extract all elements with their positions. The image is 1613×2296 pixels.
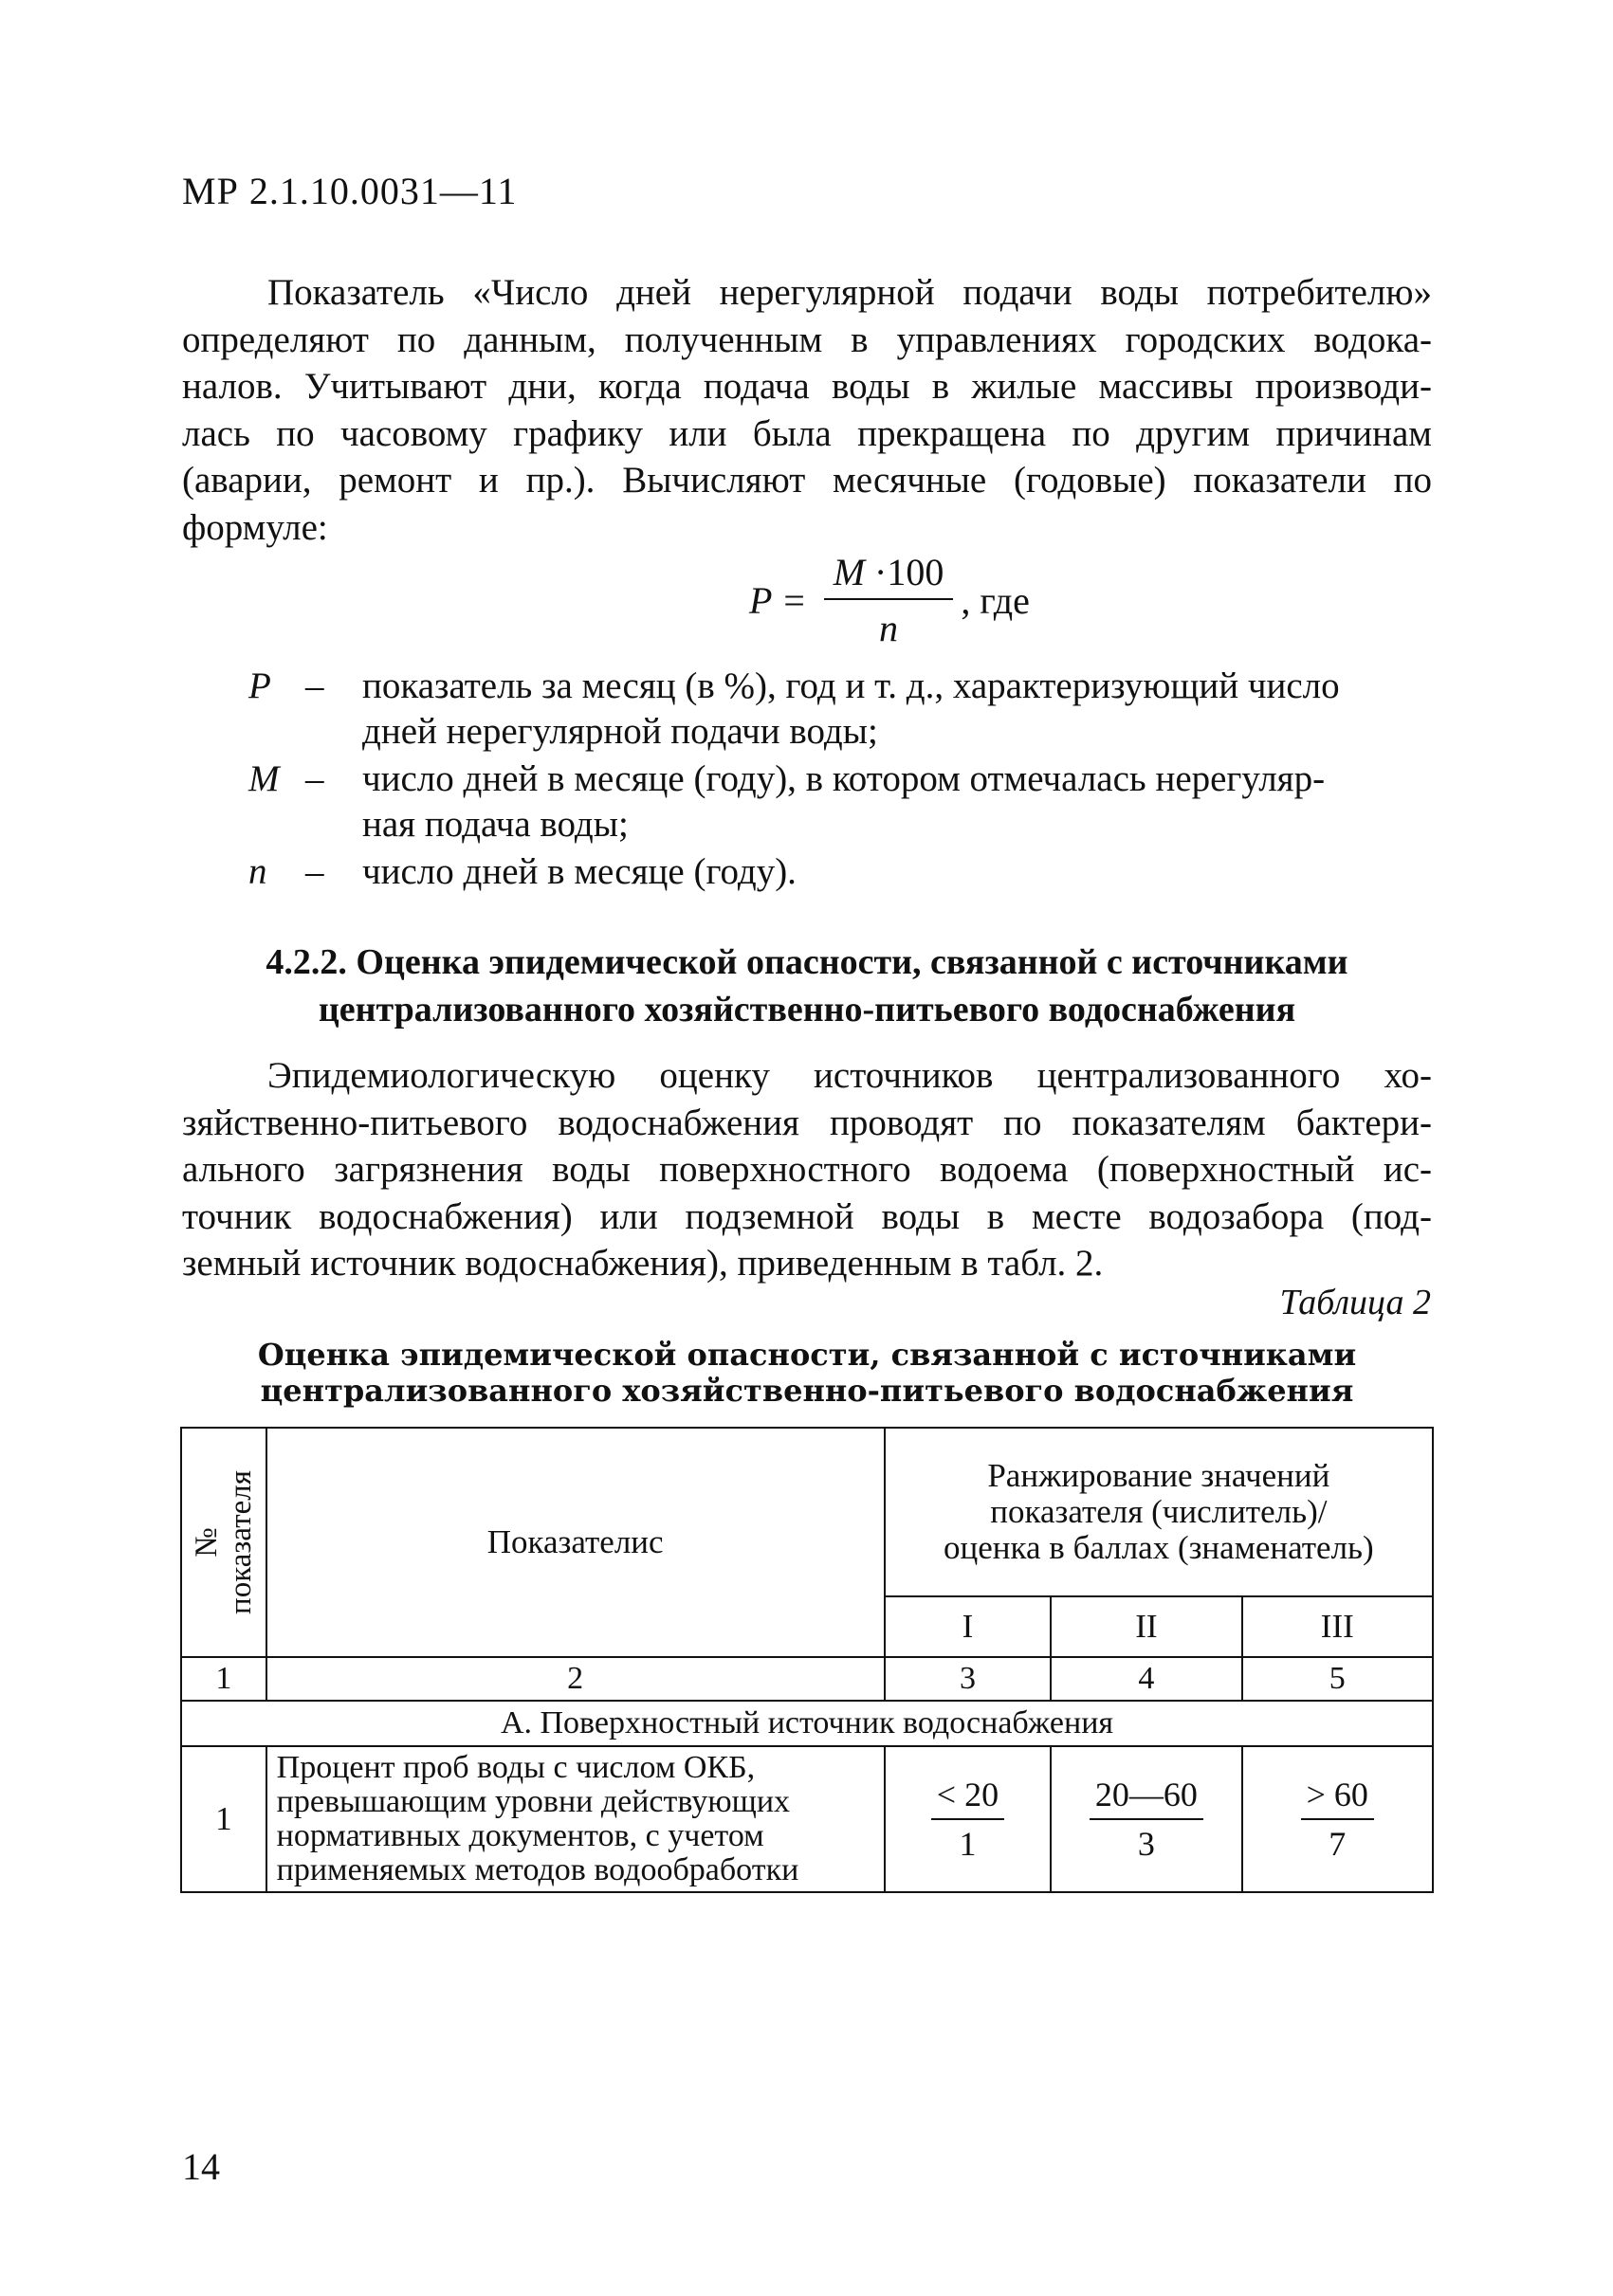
definition-symbol: n [248, 851, 267, 892]
formula-suffix: , где [961, 578, 1030, 622]
definition-item [248, 756, 1434, 847]
paragraph-line: точник водоснабжения) или подземной воды в месте водозабора (под- [182, 1195, 1432, 1237]
rank-fraction [1301, 1775, 1374, 1864]
paragraph-line: определяют по данным, полученным в управлениях городских водока- [182, 319, 1432, 360]
rank-score: 1 [959, 1825, 977, 1863]
paragraph-line: налов. Учитывают дни, когда подача воды в жилые массивы производи- [182, 366, 1432, 407]
definition-dash: – [305, 665, 324, 706]
formula-numerator [824, 550, 954, 600]
formula [749, 550, 1030, 650]
header-indicator: Показателис [266, 1428, 885, 1657]
definition-text [362, 664, 1434, 755]
paragraph-line: лась по часовому графику или была прекращена по другим причинам [182, 412, 1432, 454]
header-ranking-line: показателя (числитель)/ [990, 1492, 1328, 1530]
assessment-table [180, 1427, 1434, 1893]
paragraph-epidemiological-assessment [182, 1052, 1432, 1287]
paragraph-line: формуле: [182, 506, 328, 548]
column-number: 4 [1051, 1657, 1241, 1701]
paragraph-line: Эпидемиологическую оценку источников централизованного хо- [267, 1055, 1432, 1096]
formula-numerator-var: M [833, 551, 866, 593]
table-title [182, 1337, 1432, 1409]
row-number: 1 [181, 1746, 266, 1892]
header-level: I [885, 1596, 1051, 1657]
definition-text [362, 849, 1434, 895]
row-level-iii [1242, 1746, 1433, 1892]
definition-line: показатель за месяц (в %), год и т. д., характеризующий число [362, 665, 1340, 706]
row-indicator-line: Процент проб воды с числом ОКБ, [276, 1750, 756, 1785]
header-number-sign: № [189, 1527, 224, 1558]
header-indicator-number-text [190, 1470, 258, 1614]
rank-value: 20—60 [1090, 1775, 1203, 1820]
column-number: 5 [1242, 1657, 1433, 1701]
table-header-row [181, 1428, 1433, 1596]
rank-score: 7 [1329, 1825, 1347, 1863]
paragraph-line: зяйственно-питьевого водоснабжения проводят по показателям бактери- [182, 1102, 1432, 1143]
definition-item [248, 664, 1434, 755]
column-number: 2 [266, 1657, 885, 1701]
definition-text [362, 756, 1434, 847]
section-heading-line: централизованного хозяйственно-питьевого водоснабжения [318, 990, 1296, 1030]
paragraph-water-supply [182, 269, 1432, 551]
row-indicator [266, 1746, 885, 1892]
definition-dash: – [305, 758, 324, 799]
document-code: МР 2.1.10.0031—11 [182, 170, 518, 212]
definition-dash: – [305, 851, 324, 892]
paragraph-line: ального загрязнения воды поверхностного водоема (поверхностный ис- [182, 1149, 1432, 1190]
rank-fraction [1090, 1775, 1203, 1864]
header-level: II [1051, 1596, 1241, 1657]
table-row [181, 1746, 1433, 1892]
definition-line: число дней в месяце (году), в котором отмечалась нерегуляр- [362, 758, 1326, 799]
row-level-ii [1051, 1746, 1241, 1892]
row-indicator-line: нормативных документов, с учетом [276, 1818, 764, 1853]
header-level: III [1242, 1596, 1433, 1657]
definition-symbol: M [248, 758, 280, 799]
paragraph-line: (аварии, ремонт и пр.). Вычисляют месячные (годовые) показатели по [182, 460, 1432, 501]
section-surface-source: А. Поверхностный источник водоснабжения [181, 1701, 1433, 1746]
definition-item [248, 849, 1434, 895]
header-number-word: показателя [223, 1470, 258, 1614]
page-number: 14 [182, 2145, 220, 2188]
section-heading [182, 938, 1432, 1033]
table-section-row [181, 1701, 1433, 1746]
column-number: 1 [181, 1657, 266, 1701]
paragraph-line: земный источник водоснабжения), приведенным в табл. 2. [182, 1243, 1104, 1284]
formula-lhs: P = [749, 578, 807, 622]
rank-score: 3 [1137, 1825, 1155, 1863]
definition-line: дней нерегулярной подачи воды; [362, 711, 878, 752]
header-ranking-line: Ранжирование значений [987, 1456, 1330, 1494]
row-indicator-line: применяемых методов водообработки [276, 1852, 799, 1887]
row-level-i [885, 1746, 1051, 1892]
rank-value: > 60 [1301, 1775, 1374, 1820]
paragraph-line: Показатель «Число дней нерегулярной подачи воды потребителю» [267, 272, 1432, 313]
table-title-line: централизованного хозяйственно-питьевого водоснабжения [260, 1373, 1354, 1409]
definition-line: число дней в месяце (году). [362, 851, 797, 892]
table-label: Таблица 2 [1279, 1283, 1431, 1322]
formula-fraction [824, 550, 954, 650]
definitions-list [248, 664, 1434, 897]
header-indicator-number [181, 1428, 266, 1657]
formula-numerator-rest: ·100 [865, 551, 944, 593]
rank-fraction [931, 1775, 1004, 1864]
table-column-numbers-row [181, 1657, 1433, 1701]
header-ranking [885, 1428, 1433, 1596]
table-title-line: Оценка эпидемической опасности, связанной с источниками [257, 1337, 1357, 1373]
definition-symbol: P [248, 665, 271, 706]
rank-value: < 20 [931, 1775, 1004, 1820]
section-heading-line: 4.2.2. Оценка эпидемической опасности, связанной с источниками [266, 942, 1348, 982]
column-number: 3 [885, 1657, 1051, 1701]
row-indicator-line: превышающим уровни действующих [276, 1784, 791, 1819]
header-ranking-line: оценка в баллах (знаменатель) [944, 1528, 1374, 1566]
definition-line: ная подача воды; [362, 804, 629, 845]
formula-denominator: n [879, 607, 899, 649]
